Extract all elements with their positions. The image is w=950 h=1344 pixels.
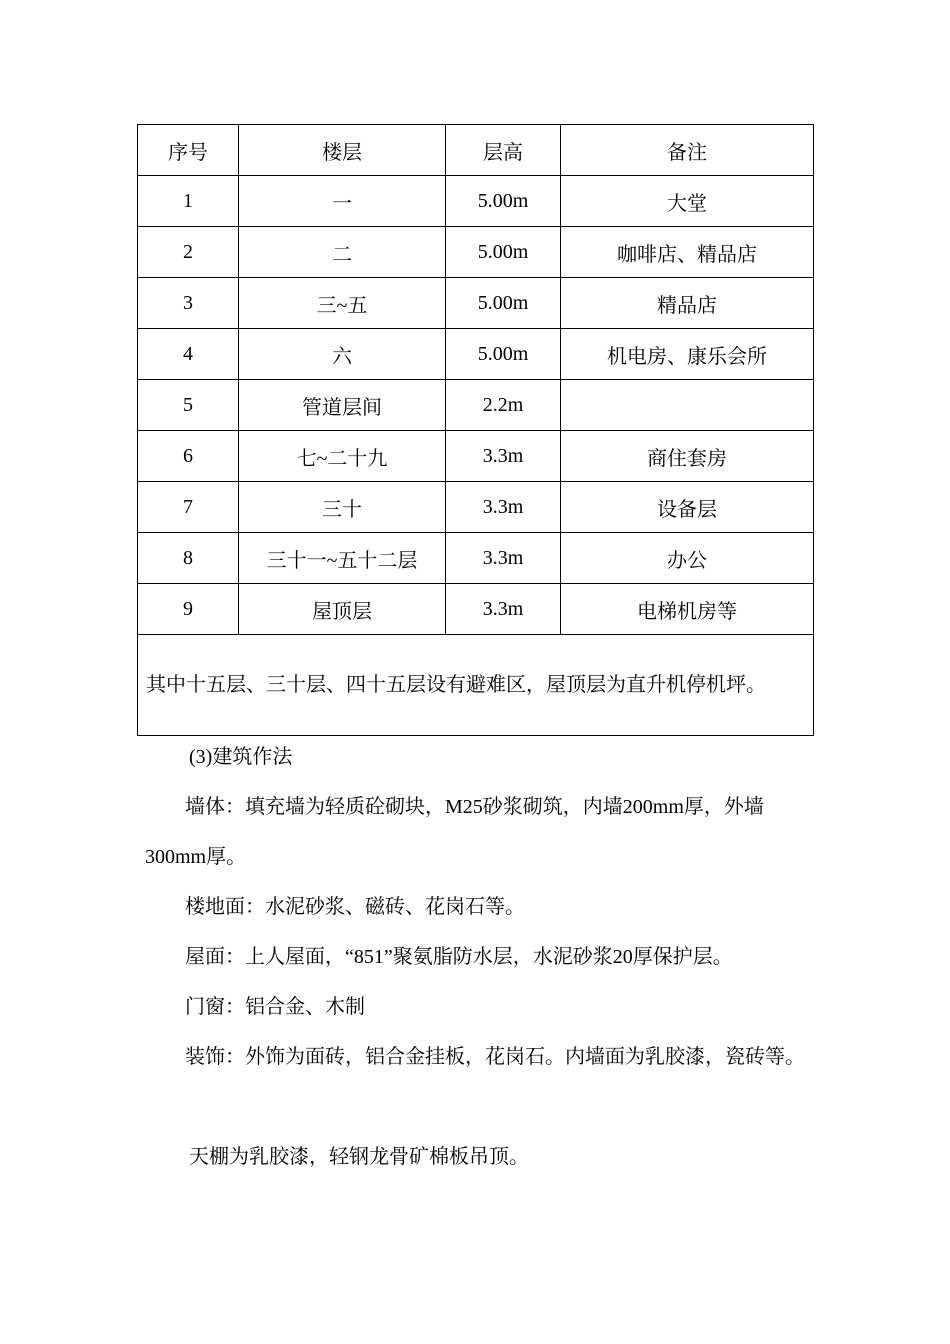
- table-row: [138, 431, 814, 482]
- cell-floor: 三十: [239, 482, 446, 533]
- cell-height: 5.00m: [446, 176, 561, 227]
- cell-index: 7: [138, 482, 239, 533]
- cell-index: 6: [138, 431, 239, 482]
- decoration-paragraph: 装饰：外饰为面砖，铝合金挂板，花岗石。内墙面为乳胶漆，瓷砖等。: [185, 1046, 805, 1068]
- table-row: [138, 227, 814, 278]
- cell-floor: 管道层间: [239, 380, 446, 431]
- cell-index: 1: [138, 176, 239, 227]
- cell-floor: 二: [239, 227, 446, 278]
- cell-height: 2.2m: [446, 380, 561, 431]
- cell-height: 3.3m: [446, 431, 561, 482]
- cell-remark: 机电房、康乐会所: [561, 329, 814, 380]
- cell-index: 9: [138, 584, 239, 635]
- cell-floor: 一: [239, 176, 446, 227]
- cell-height: 5.00m: [446, 278, 561, 329]
- cell-height: 5.00m: [446, 329, 561, 380]
- cell-floor: 七~二十九: [239, 431, 446, 482]
- header-floor: 楼层: [239, 125, 446, 176]
- floor-paragraph: 楼地面：水泥砂浆、磁砖、花岗石等。: [185, 896, 525, 918]
- section-heading: (3)建筑作法: [189, 746, 293, 768]
- cell-remark: 精品店: [561, 278, 814, 329]
- table-row: [138, 329, 814, 380]
- cell-remark: [561, 380, 814, 431]
- ceiling-paragraph: 天棚为乳胶漆，轻钢龙骨矿棉板吊顶。: [189, 1146, 529, 1168]
- header-index: 序号: [138, 125, 239, 176]
- cell-remark: 大堂: [561, 176, 814, 227]
- cell-height: 5.00m: [446, 227, 561, 278]
- header-remark: 备注: [561, 125, 814, 176]
- table-header-row: [138, 125, 814, 176]
- roof-paragraph: 屋面：上人屋面，“851”聚氨脂防水层，水泥砂浆20厚保护层。: [185, 946, 733, 968]
- table-row: [138, 380, 814, 431]
- cell-floor: 屋顶层: [239, 584, 446, 635]
- table-row: [138, 482, 814, 533]
- cell-index: 4: [138, 329, 239, 380]
- table-row: [138, 533, 814, 584]
- table-row: [138, 584, 814, 635]
- cell-remark: 咖啡店、精品店: [561, 227, 814, 278]
- cell-height: 3.3m: [446, 533, 561, 584]
- cell-height: 3.3m: [446, 482, 561, 533]
- cell-index: 8: [138, 533, 239, 584]
- table-note: 其中十五层、三十层、四十五层设有避难区，屋顶层为直升机停机坪。: [138, 635, 814, 736]
- cell-remark: 设备层: [561, 482, 814, 533]
- cell-index: 5: [138, 380, 239, 431]
- cell-index: 3: [138, 278, 239, 329]
- cell-floor: 三十一~五十二层: [239, 533, 446, 584]
- cell-index: 2: [138, 227, 239, 278]
- cell-height: 3.3m: [446, 584, 561, 635]
- header-height: 层高: [446, 125, 561, 176]
- cell-floor: 六: [239, 329, 446, 380]
- cell-remark: 电梯机房等: [561, 584, 814, 635]
- cell-floor: 三~五: [239, 278, 446, 329]
- table-row: [138, 278, 814, 329]
- cell-remark: 商住套房: [561, 431, 814, 482]
- wall-paragraph: 墙体：填充墙为轻质砼砌块，M25砂浆砌筑，内墙200mm厚，外墙300mm厚。: [145, 796, 764, 868]
- floor-height-table: [137, 124, 814, 736]
- cell-remark: 办公: [561, 533, 814, 584]
- doors-paragraph: 门窗：铝合金、木制: [185, 996, 365, 1018]
- table-row: [138, 176, 814, 227]
- table-note-row: [138, 635, 814, 736]
